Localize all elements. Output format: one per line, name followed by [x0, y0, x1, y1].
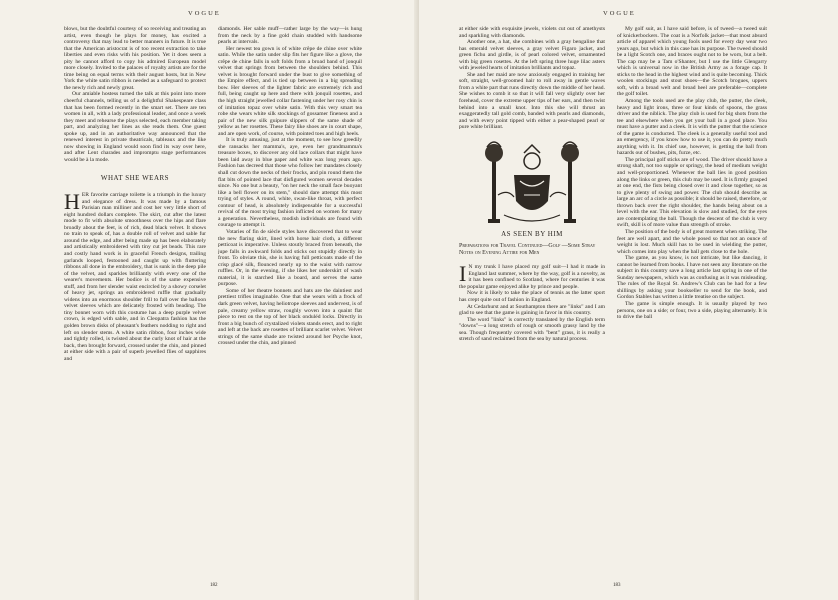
paragraph: At Cedarhurst and at Southampton there are "links" and I am glad to see that the game is gaining in favor in this country. [459, 303, 605, 317]
page-number-right: 183 [613, 583, 621, 588]
running-header-left: VOGUE [188, 10, 221, 17]
paragraph: The game, as you know, is not intricate, but like dancing, it cannot be learned from books. I have not seen any literature on the subject in this country save a long article last spring in one of the Sunday newspapers, which was as confusing as it was misleading. The rules of the Royal St. Andrew's Club can be had for a few shillings by asking your bookseller to send for the book, and Gordon Stables has written a little treatise on the subject. [617, 255, 767, 301]
paragraph: Votaries of fin de siècle styles have discovered that to wear the new flaring skirt, lined with horse hair cloth, a different petticoat is imperative. Unless stoutly braced from beneath, the jupe falls in awkward folds and sticks out stupidly directly in front. To obviate this, she is having full petticoats made of the crisp glacé silk, flounced nearly up to the waist with narrow ruffles. Or, in the evening, if she likes her underskirt of wash material, it is starched like a board, and serves the same purpose. [218, 228, 362, 288]
paragraph: The word "links" is correctly translated by the English term "downs"—a long stretch of rough or smooth grassy land by the sea. Though frequently covered with "bent" grass, it is really a stretch of sand reclaimed from the sea by natural process. [459, 316, 605, 343]
paragraph: Our amiable hostess turned the talk at this point into more cheerful channels, telling us of a delightful Shakespeare class that has been formed recently in the smart set. There are ten women in all, with a lady professional leader, and once a week they meet and rehearse the plays selected, each member taking part, and analyzing her lines as she reads them. One guest spoke up, and in an authoritative way announced that the renewed interest in private theatricals, tableaux and the like now showing in England would soon find its way over here, and after Lent charades and impromptu stage performances would be à la mode. [64, 91, 206, 163]
golfer-crest-illustration [484, 135, 580, 227]
paragraph: Her newest tea gown is of white crêpe de chine over white satin. While the satin under slip fits her figure like a glove, the crêpe de chine falls in soft folds from a broad band of jonquil velvet that springs from between the shoulders behind. This velvet is brought forward under the bust to give something of the Empire effect, and is tied up between in a big spreading bow. Her sleeves of the lighter fabric are extremely rich and full, being caught up here and there with jonquil rosettes, and the high straight jewelled collar fastening under her rosy chin is of imitation topaz over white satin. With this very smart tea robe she wears white silk stockings of gossamer fineness and a pair of the new silk guipure slippers of the same shade of yellow as her rosettes. These fairy like shoes are in court shape, and are open work, of course, with pointed toes and high heels. [218, 45, 362, 137]
paragraph: My golf suit, as I have said before, is of tweed—a tweed suit of knickerbockers. The coat is a Norfolk jacket—that most absurd article of apparel which young fools used for every day wear two years ago, but which in this case has its purpose. The tweed should be a light Scotch one, and braces ought not to be worn, but a belt. The cap may be a Tam o'Shanter, but I use the little Glengarry which is universal now in the British Army as a forage cap. It sticks to the head in the highest wind and is quite becoming. Thick woolen stockings and stout shoes—the Scotch brogues, uppers soft, with a broad welt and broad heel are preferable—complete the golf toilet. [617, 26, 767, 98]
paragraph: The principal golf sticks are of wood. The driver should have a strong shaft, not too supple or springy, the head of medium weight and well-proportioned. Whenever the ball lies in good position along the links or green, this club may be used. It is firmly grasped at one end, the fists being closed over it and close together, so as to give plenty of swing and power. The club should describe as large an arc of a circle as possible; it should be raised, therefore, or thrown back over the right shoulder, the hands being about on a level with the ear. This elevation is slow and studied, for the eyes are contemplating the ball. Though the descent of the club is very swift, skill is of more value than strength of stroke. [617, 156, 767, 229]
paragraph: at either side with exquisite jewels, violets cut out of amethysts and sparkling with diamonds. [459, 26, 605, 39]
paragraph: She and her maid are now anxiously engaged in training her soft, straight, well-groomed hair to roll away in gentle waves from a white part that runs directly down the middle of her head. She wishes to comb it so that it will fall very slightly over her forehead, cover the extreme upper tips of her ears, and then twist behind into a small knot. Into this she will thrust an exaggeratedly tall gold comb, banded with pearls and diamonds, and with every point tipped with either a pear-shaped pearl or pure white brilliant. [459, 71, 605, 131]
left-column-1 [64, 26, 206, 582]
paragraph: Among the tools used are the play club, the putter, the cleek, heavy and light irons, three or four kinds of spoons, the grass driver and the niblick. The play club is used for big shots from the tee and elsewhere when you get your ball in a good place. You must have a putter and a cleek. It is with the putter that the science of the game is conducted. The cleek is a generally useful tool and an emergency, if you know how to use it, you can do pretty much anything with it. Its chief use, however, is getting the ball from hazards out of bushes, pits, furze, etc. [617, 98, 767, 157]
paragraph: I N my trunk I have placed my golf suit—I had it made in England last summer, where by the way, golf is a novelty, as it has been confined to Scotland, where for centuries it was the popular game enjoyed alike by prince and people. [459, 261, 605, 290]
paragraph: HER favorite carriage toilette is a triumph in the luxury and elegance of dress. It was made by a famous Parisian man milliner and cost her very little short of eight hundred dollars complete. The skirt, cut after the latest mode to fit with absolute smoothness over the hips and flare broadly about the feet, is of rich, dead black velvet. It shows no train to speak of, has a double roll of velvet and sable fur around the edge, and after being made up has been elaborately and artistically embroidered with tiny cut jet beads. This rare and costly hand work is in graceful French designs, trailing garlands looped, festooned and caught up with fluttering ribbons all done in the embroidery, that is sunk in the deep pile of the velvet, and sparkles brilliantly with every one of the wearer's movements. Her bodice is of the same expensive stuff, and from her slender waist encircled by a showy corselet of heavy jet, springs an embroidered ruffle that gradually widens into an enormous shoulder frill to fall over the balloon velvet sleeves which are delicately frosted with beading. The tiny bonnet worn with this costume has a deep purple velvet crown, is edged with sable, and in Cleopatra fashion has the golden brown disks of pheasant's feathers nodding to right and left on slender stems. A white satin ribbon, four inches wide and tightly rolled, is twisted about the curly knot of hair at the back, then brought forward, crossed under the chin, and pinned at either side with a pair of superb jewelled flies of sapphires and [64, 189, 206, 362]
section-heading: AS SEEN BY HIM [501, 229, 563, 238]
section-heading: WHAT SHE WEARS [100, 174, 170, 183]
running-header-right: VOGUE [603, 10, 636, 17]
paragraph: Some of her theatre bonnets and hats are the daintiest and prettiest trifles imaginable. One that she wears with a frock of dark green velvet, having heliotrope sleeves and undervest, is of pale, creamy yellow straw, roughly woven into a quaint flat piece to rest on the top of her black onduléd locks. Directly in front a big bunch of crystalized violets stands erect, and to right and left at the back are rosettes of brilliant scarlet velvet. Velvet strings of the same shade are twisted around her Psyche knot, crossed under the chin, and pinned [218, 287, 362, 347]
paragraph: The game is simple enough. It is usually played by two persons, one on a side; or four, two a side, playing alternately. It is to drive the ball [617, 300, 767, 321]
paragraph: blows, but the doubtful courtesy of so receiving and treating an artist, even though he plays for money, has excited a controversy that may lead to better manners in future. It is true that the American aristocrat is of too recent extraction to take liberties and even risks with his position. Yet it does seem a pity he cannot afford to copy his admired European model more closely. Invited to the palaces of royalty artists are for the time being on equal terms with their august hosts, but in New York the white satin ribbon is needed as a safeguard to protect the newly rich and newly great. [64, 26, 206, 91]
drop-cap: I [459, 261, 467, 287]
left-column-2 [218, 26, 362, 582]
paragraph: Another one, a hat, she combines with a gray bengaline that has emerald velvet sleeves, a gray velvet Figaro jacket, and green fichu and girdle, is of pearl colored velvet, ornamented with big green rosettes. At the left spring three huge lilac asters with jeweled hearts of imitation brilliants and topaz. [459, 39, 605, 72]
paragraph: Now it is likely to take the place of tennis as the latter sport has crept quite out of fashion in England. [459, 290, 605, 304]
right-page [419, 0, 838, 600]
page-number-left: 182 [210, 583, 218, 588]
paragraph: It is truly amusing, just at the moment, to see how greedily she ransacks her mamma's, aye, even her grandmamma's treasure boxes, to discover any old lace collars that might have been laid away in blue paper and white wax long years ago. Fashion has decreed that those who follow her mandates closely shall cut down the necks of their frocks, and pin round them the flat bits of pointed lace that disfigured women several decades since. No one but a beauty, "on her neck the small face buoyant like a bell flower on its stem," should dare attempt this most trying of styles. A round, white, swan-like throat, with perfect contour of head, is absolutely indispensable for a successful revival of the most trying fashion inflicted on women for many a generation. Nevertheless, modish individuals are found with courage to attempt it. [218, 137, 362, 229]
right-column-2 [617, 26, 767, 582]
article-subhead: Preparations for Travel Continued—Golf —Some Stray Notes on Evening Attire for Men [459, 243, 596, 257]
paragraph: diamonds. Her sable muff—rather large by the way—is hung from the neck by a fine gold chain studded with handsome pearls at intervals. [218, 26, 362, 46]
right-column-1 [459, 26, 605, 582]
drop-cap: H [64, 189, 80, 215]
paragraph: The position of the body is of great moment when striking. The feet are well apart, and the whole posed so that not an ounce of weight is lost. Much skill has to be used in wielding the putter, which comes into play when the ball gets close to the hole. [617, 228, 767, 255]
